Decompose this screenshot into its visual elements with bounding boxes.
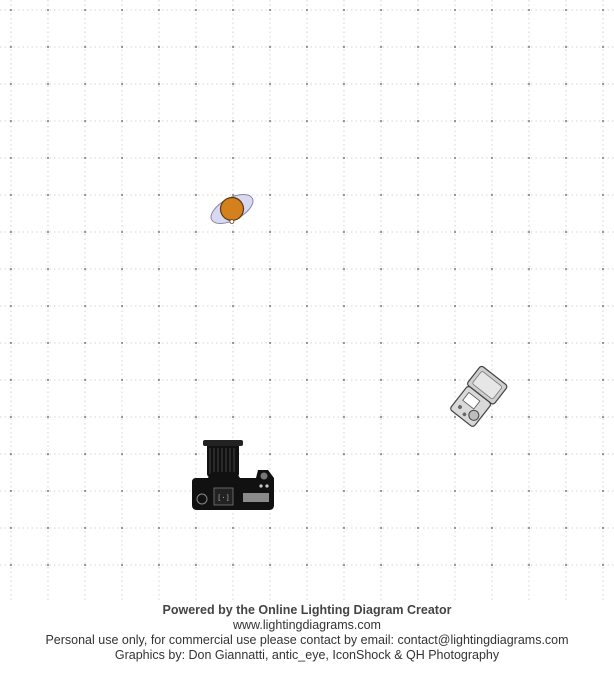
grid-intersection xyxy=(84,564,86,566)
grid-intersection xyxy=(47,379,49,381)
grid-intersection xyxy=(417,231,419,233)
grid-intersection xyxy=(454,379,456,381)
grid-intersection xyxy=(602,416,604,418)
grid-intersection xyxy=(306,527,308,529)
shutter-button xyxy=(261,473,268,480)
grid-intersection xyxy=(528,305,530,307)
grid-intersection xyxy=(491,157,493,159)
grid-intersection xyxy=(269,120,271,122)
grid-intersection xyxy=(380,268,382,270)
grid-intersection xyxy=(195,83,197,85)
credits-footer xyxy=(0,603,614,663)
grid-intersection xyxy=(269,305,271,307)
grid-intersection xyxy=(306,564,308,566)
grid-intersection xyxy=(491,194,493,196)
grid-intersection xyxy=(10,342,12,344)
grid-intersection xyxy=(10,120,12,122)
grid-intersection xyxy=(454,564,456,566)
grid-intersection xyxy=(454,527,456,529)
grid-intersection xyxy=(84,490,86,492)
grid-intersection xyxy=(380,120,382,122)
grid-intersection xyxy=(306,490,308,492)
grid-intersection xyxy=(491,9,493,11)
credits-graphics: Graphics by: Don Giannatti, antic_eye, IconShock & QH Photography xyxy=(114,648,500,662)
grid-intersection xyxy=(195,416,197,418)
grid-intersection xyxy=(121,527,123,529)
grid-intersection xyxy=(158,453,160,455)
grid-intersection xyxy=(306,157,308,159)
grid-intersection xyxy=(121,379,123,381)
grid-intersection xyxy=(528,416,530,418)
grid-intersection xyxy=(306,379,308,381)
grid-intersection xyxy=(380,453,382,455)
grid-intersection xyxy=(602,305,604,307)
grid-intersection xyxy=(565,157,567,159)
grid-intersection xyxy=(380,490,382,492)
grid-intersection xyxy=(528,157,530,159)
grid-intersection xyxy=(10,305,12,307)
grid-intersection xyxy=(232,120,234,122)
grid-intersection xyxy=(417,46,419,48)
grid-intersection xyxy=(454,342,456,344)
grid-intersection xyxy=(47,83,49,85)
grid-intersection xyxy=(565,9,567,11)
grid-intersection xyxy=(491,564,493,566)
grid-intersection xyxy=(565,342,567,344)
grid-intersection xyxy=(343,83,345,85)
grid-intersection xyxy=(232,342,234,344)
grid-intersection xyxy=(84,9,86,11)
grid-intersection xyxy=(528,453,530,455)
grid-intersection xyxy=(195,268,197,270)
grid-intersection xyxy=(47,564,49,566)
grid-intersection xyxy=(306,83,308,85)
grid-intersection xyxy=(195,453,197,455)
grid-intersection xyxy=(380,46,382,48)
grid-intersection xyxy=(10,268,12,270)
grid-intersection xyxy=(417,194,419,196)
grid-intersection xyxy=(565,194,567,196)
grid-intersection xyxy=(121,416,123,418)
grid-intersection xyxy=(528,490,530,492)
grid-intersection xyxy=(47,416,49,418)
grid-intersection xyxy=(195,305,197,307)
grid-intersection xyxy=(121,564,123,566)
grid-intersection xyxy=(602,490,604,492)
grid-intersection xyxy=(195,342,197,344)
grid-intersection xyxy=(10,379,12,381)
grid-intersection xyxy=(269,342,271,344)
grid-intersection xyxy=(417,268,419,270)
camera[interactable] xyxy=(192,440,274,510)
grid-intersection xyxy=(306,268,308,270)
grid-intersection xyxy=(84,342,86,344)
grid-intersection xyxy=(158,416,160,418)
lens-ridges xyxy=(210,448,234,474)
grid-intersection xyxy=(491,120,493,122)
grid-intersection xyxy=(343,9,345,11)
grid-intersection xyxy=(417,9,419,11)
grid-intersection xyxy=(380,83,382,85)
grid-intersection xyxy=(565,453,567,455)
grid-intersection xyxy=(121,268,123,270)
grid-intersection xyxy=(158,268,160,270)
grid-intersection xyxy=(380,9,382,11)
grid-intersection xyxy=(306,231,308,233)
grid-intersection xyxy=(491,490,493,492)
grid-intersection xyxy=(10,490,12,492)
grid-intersection xyxy=(528,527,530,529)
grid-intersection xyxy=(84,527,86,529)
grid-intersection xyxy=(380,564,382,566)
grid-intersection xyxy=(158,46,160,48)
grid-intersection xyxy=(269,453,271,455)
grid-intersection xyxy=(269,268,271,270)
grid-intersection xyxy=(47,268,49,270)
grid-intersection xyxy=(47,194,49,196)
credits-license: Personal use only, for commercial use please contact by email: contact@lightingdiagrams.com xyxy=(45,633,569,647)
grid-intersection xyxy=(47,527,49,529)
grid-intersection xyxy=(84,46,86,48)
grid-intersection xyxy=(454,46,456,48)
grid-intersection xyxy=(343,157,345,159)
grid-intersection xyxy=(232,305,234,307)
grid-intersection xyxy=(528,46,530,48)
grid-intersection xyxy=(417,305,419,307)
grid-intersection xyxy=(306,9,308,11)
grid-intersection xyxy=(232,268,234,270)
grid-intersection xyxy=(158,379,160,381)
lens-hood xyxy=(203,440,243,446)
grid-intersection xyxy=(195,194,197,196)
grid-intersection xyxy=(158,342,160,344)
grid-intersection xyxy=(195,231,197,233)
grid-intersection xyxy=(491,305,493,307)
grid-intersection xyxy=(47,490,49,492)
grid-intersection xyxy=(343,305,345,307)
grid-intersection xyxy=(491,527,493,529)
grid-intersection xyxy=(47,305,49,307)
grid-intersection xyxy=(158,9,160,11)
viewfinder-mark: [·] xyxy=(217,494,230,502)
grid-intersection xyxy=(10,46,12,48)
grid-intersection xyxy=(158,490,160,492)
grid-intersection xyxy=(84,120,86,122)
grid-intersection xyxy=(121,231,123,233)
grid-intersection xyxy=(232,194,234,196)
grid-intersection xyxy=(380,527,382,529)
grid-intersection xyxy=(232,231,234,233)
grid-intersection xyxy=(454,9,456,11)
grid-intersection xyxy=(491,83,493,85)
grid-intersection xyxy=(269,231,271,233)
grid-intersection xyxy=(10,83,12,85)
grid-intersection xyxy=(121,342,123,344)
grid-intersection xyxy=(565,120,567,122)
grid-intersection xyxy=(380,305,382,307)
grid-intersection xyxy=(380,157,382,159)
grid-intersection xyxy=(343,564,345,566)
grid-intersection xyxy=(232,564,234,566)
grid-intersection xyxy=(380,231,382,233)
grid-intersection xyxy=(121,490,123,492)
grid-intersection xyxy=(84,305,86,307)
grid-intersection xyxy=(417,453,419,455)
grid-intersection xyxy=(306,46,308,48)
grid-intersection xyxy=(47,231,49,233)
grid-intersection xyxy=(343,453,345,455)
grid-intersection xyxy=(158,157,160,159)
grid-intersection xyxy=(602,231,604,233)
grid-intersection xyxy=(417,527,419,529)
grid-intersection xyxy=(232,9,234,11)
grid-intersection xyxy=(565,305,567,307)
grid-intersection xyxy=(454,453,456,455)
grid-intersection xyxy=(84,453,86,455)
grid-intersection xyxy=(158,120,160,122)
camera-lcd xyxy=(243,493,269,502)
grid-intersection xyxy=(602,46,604,48)
grid-intersection xyxy=(10,157,12,159)
grid-intersection xyxy=(565,527,567,529)
grid-intersection xyxy=(158,564,160,566)
grid-intersection xyxy=(269,46,271,48)
grid-intersection xyxy=(417,157,419,159)
grid-intersection xyxy=(84,231,86,233)
grid-intersection xyxy=(306,416,308,418)
grid-intersection xyxy=(491,453,493,455)
grid-intersection xyxy=(528,194,530,196)
grid-intersection xyxy=(454,231,456,233)
grid-intersection xyxy=(121,194,123,196)
grid-intersection xyxy=(565,379,567,381)
grid-intersection xyxy=(343,46,345,48)
grid-intersection xyxy=(232,157,234,159)
grid-intersection xyxy=(454,120,456,122)
grid-intersection xyxy=(121,83,123,85)
grid-intersection xyxy=(306,194,308,196)
grid-intersection xyxy=(417,416,419,418)
grid-intersection xyxy=(565,46,567,48)
grid-intersection xyxy=(602,83,604,85)
grid-intersection xyxy=(306,342,308,344)
grid-intersection xyxy=(380,416,382,418)
grid-intersection xyxy=(10,453,12,455)
grid-intersection xyxy=(602,268,604,270)
grid-intersection xyxy=(232,527,234,529)
grid-intersection xyxy=(269,416,271,418)
speedlight[interactable] xyxy=(448,365,508,428)
grid-intersection xyxy=(269,379,271,381)
grid-intersection xyxy=(121,120,123,122)
grid-intersection xyxy=(232,416,234,418)
grid-intersection xyxy=(47,157,49,159)
grid-intersection xyxy=(121,9,123,11)
grid-intersection xyxy=(602,120,604,122)
grid-intersection xyxy=(602,453,604,455)
grid-intersection xyxy=(195,379,197,381)
grid-intersection xyxy=(195,120,197,122)
grid-intersection xyxy=(565,490,567,492)
grid-intersection xyxy=(269,564,271,566)
grid-intersection xyxy=(10,416,12,418)
grid-intersection xyxy=(417,342,419,344)
grid-intersection xyxy=(10,9,12,11)
grid-intersection xyxy=(232,46,234,48)
grid-intersection xyxy=(269,194,271,196)
grid-intersection xyxy=(528,379,530,381)
grid-intersection xyxy=(84,83,86,85)
grid-intersection xyxy=(417,490,419,492)
grid-intersection xyxy=(158,305,160,307)
grid-intersection xyxy=(528,83,530,85)
grid-intersection xyxy=(10,194,12,196)
grid-intersection xyxy=(158,194,160,196)
grid-intersection xyxy=(454,268,456,270)
credits-title: Powered by the Online Lighting Diagram Creator xyxy=(162,603,452,617)
grid-intersection xyxy=(417,83,419,85)
grid-intersection xyxy=(565,268,567,270)
grid-intersection xyxy=(602,157,604,159)
grid-intersection xyxy=(121,46,123,48)
grid-intersection xyxy=(343,194,345,196)
grid-intersection xyxy=(47,342,49,344)
grid-intersection xyxy=(269,9,271,11)
grid-intersection xyxy=(343,416,345,418)
grid-intersection xyxy=(417,564,419,566)
grid-intersection xyxy=(417,379,419,381)
grid-intersection xyxy=(565,83,567,85)
grid-intersection xyxy=(306,305,308,307)
grid-intersection xyxy=(84,416,86,418)
grid-intersection xyxy=(380,194,382,196)
grid-intersection xyxy=(454,194,456,196)
grid-intersection xyxy=(343,490,345,492)
grid-intersection xyxy=(47,453,49,455)
grid-intersection xyxy=(306,120,308,122)
grid-intersection xyxy=(195,9,197,11)
grid-intersection xyxy=(269,157,271,159)
grid-intersection xyxy=(269,527,271,529)
grid-intersection xyxy=(528,268,530,270)
grid-intersection xyxy=(491,46,493,48)
grid-intersection xyxy=(195,527,197,529)
grid-intersection xyxy=(528,9,530,11)
grid-intersection xyxy=(84,194,86,196)
grid-intersection xyxy=(84,157,86,159)
grid-intersection xyxy=(565,564,567,566)
grid-intersection xyxy=(454,490,456,492)
grid-intersection xyxy=(195,157,197,159)
grid-intersection xyxy=(195,564,197,566)
grid-intersection xyxy=(47,46,49,48)
grid-intersection xyxy=(602,9,604,11)
grid-intersection xyxy=(565,231,567,233)
grid-intersection xyxy=(232,379,234,381)
grid-intersection xyxy=(232,83,234,85)
grid-intersection xyxy=(454,305,456,307)
grid-intersection xyxy=(491,231,493,233)
grid-intersection xyxy=(602,379,604,381)
grid-intersection xyxy=(602,564,604,566)
grid-intersection xyxy=(10,527,12,529)
grid-intersection xyxy=(343,379,345,381)
grid-intersection xyxy=(10,564,12,566)
grid-intersection xyxy=(528,342,530,344)
grid-intersection xyxy=(602,194,604,196)
grid-intersection xyxy=(491,342,493,344)
grid-intersection xyxy=(306,453,308,455)
grid-intersection xyxy=(121,453,123,455)
grid-intersection xyxy=(528,564,530,566)
credits-website[interactable]: www.lightingdiagrams.com xyxy=(233,618,381,632)
grid-intersection xyxy=(454,157,456,159)
grid-intersection xyxy=(454,416,456,418)
grid-intersection xyxy=(343,527,345,529)
grid-intersection xyxy=(47,120,49,122)
grid-intersection xyxy=(84,379,86,381)
grid-intersection xyxy=(417,120,419,122)
grid-intersection xyxy=(84,268,86,270)
grid-intersection xyxy=(47,9,49,11)
grid-intersection xyxy=(491,416,493,418)
camera-button xyxy=(265,484,268,487)
grid-intersection xyxy=(602,342,604,344)
grid-intersection xyxy=(158,231,160,233)
grid-intersection xyxy=(380,379,382,381)
grid-intersection xyxy=(528,231,530,233)
grid-intersection xyxy=(380,342,382,344)
grid-intersection xyxy=(602,527,604,529)
grid-intersection xyxy=(343,231,345,233)
camera-button xyxy=(259,484,262,487)
grid-intersection xyxy=(121,157,123,159)
grid-intersection xyxy=(454,83,456,85)
grid-intersection xyxy=(10,231,12,233)
grid-intersection xyxy=(528,120,530,122)
grid-intersection xyxy=(158,83,160,85)
grid-intersection xyxy=(269,83,271,85)
grid-intersection xyxy=(491,268,493,270)
grid-intersection xyxy=(343,342,345,344)
grid-intersection xyxy=(343,120,345,122)
grid-intersection xyxy=(195,46,197,48)
grid-intersection xyxy=(565,416,567,418)
grid-intersection xyxy=(121,305,123,307)
grid-intersection xyxy=(343,268,345,270)
grid-intersection xyxy=(158,527,160,529)
